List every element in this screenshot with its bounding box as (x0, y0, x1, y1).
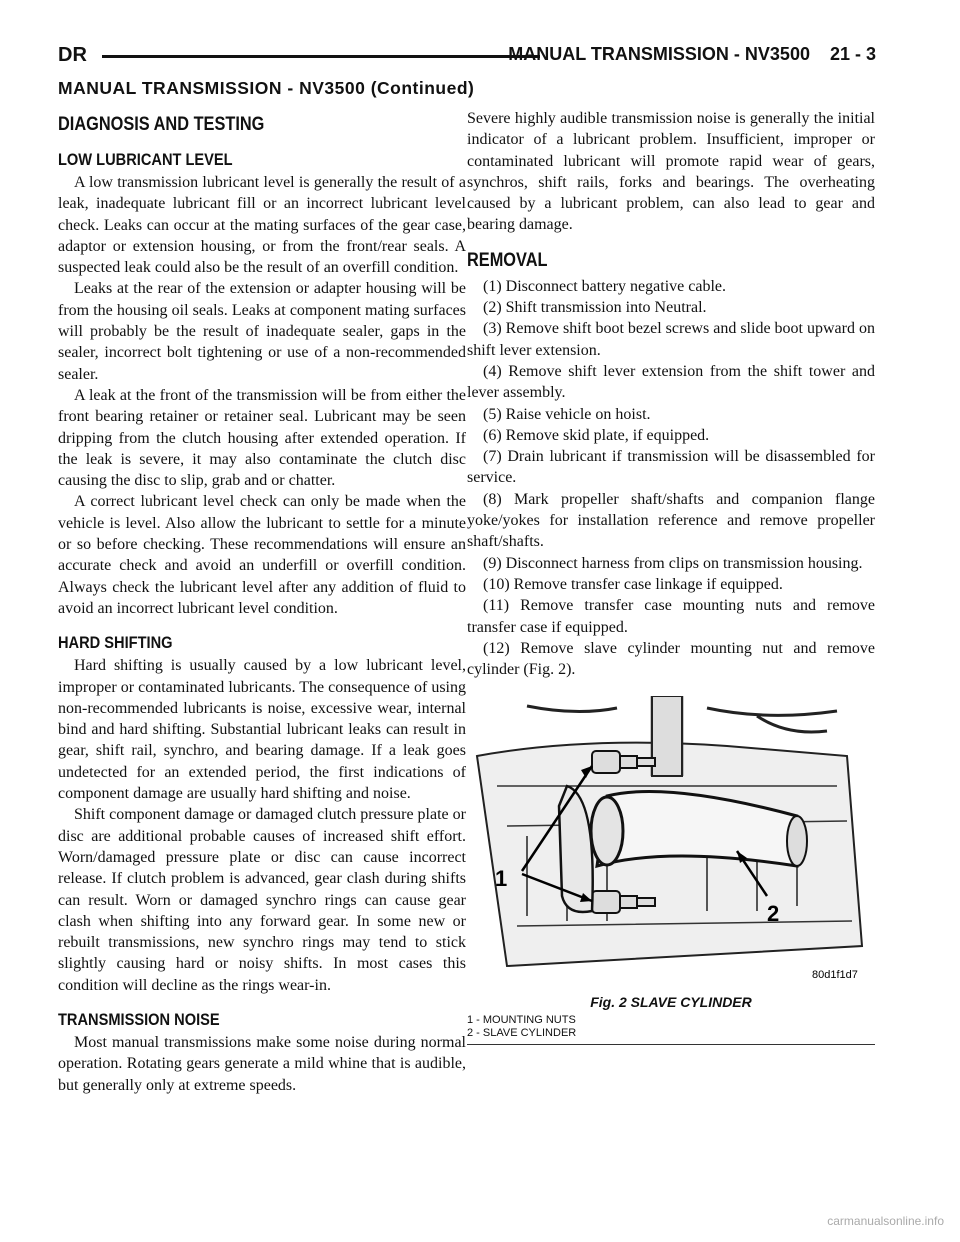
removal-step: (11) Remove transfer case mounting nuts and remove transfer case if equipped. (467, 597, 875, 636)
removal-step: (10) Remove transfer case linkage if equipped. (483, 575, 783, 593)
removal-step: (6) Remove skid plate, if equipped. (483, 426, 710, 444)
paragraph: Most manual transmissions make some noise during normal operation. Rotating gears generate a mild whine that is audible, but generally only at extreme speeds. (58, 1033, 466, 1094)
diagnosis-heading: DIAGNOSIS AND TESTING (58, 114, 265, 135)
low-lubricant-title: LOW LUBRICANT LEVEL (58, 150, 233, 169)
removal-step: (4) Remove shift lever extension from the shift tower and lever assembly. (467, 362, 875, 402)
removal-heading: REMOVAL (467, 249, 548, 271)
right-column (467, 108, 875, 1045)
continued-title: MANUAL TRANSMISSION - NV3500 (Continued) (58, 78, 475, 98)
removal-step: (8) Mark propeller shaft/shafts and companion flange yoke/yokes for installation reference and remove propeller shaft/shafts. (467, 490, 875, 551)
removal-step: (2) Shift transmission into Neutral. (483, 299, 707, 317)
figure-slave-cylinder (467, 696, 875, 1045)
paragraph: Severe highly audible transmission noise is generally the initial indicator of a lubricant problem. Insufficient, improper or contaminated lubricant will promote rapid wear of gears, synchros, shift rails, forks and bearings. The overheating caused by a lubricant problem, can also lead to gear and bearing damage. (467, 110, 875, 234)
transmission-noise-title: TRANSMISSION NOISE (58, 1009, 220, 1029)
page-header (58, 44, 876, 76)
removal-step: (5) Raise vehicle on hoist. (483, 405, 651, 423)
paragraph: Hard shifting is usually caused by a low lubricant level, improper or contaminated lubricants. The consequence of using non-recommended lubricants is noise, excessive wear, internal bind and hard shifting. Substantial lubricant leaks can result in gear, shift rail, synchro, and bearing damage. If a leak goes undetected for an extended period, the first indications of component damage are usually hard shifting and noise. (58, 657, 466, 803)
callout-2: 2 (767, 901, 780, 927)
header-rule (102, 55, 540, 58)
removal-step: (3) Remove shift boot bezel screws and slide boot upward on shift lever extension. (467, 320, 875, 359)
figure-rule (467, 1044, 875, 1045)
legend-item: 2 - SLAVE CYLINDER (467, 1027, 577, 1040)
header-left-code: DR (58, 44, 87, 66)
removal-step: (9) Disconnect harness from clips on transmission housing. (483, 554, 863, 572)
header-section-page: MANUAL TRANSMISSION - NV3500 21 - 3 (508, 44, 876, 64)
hard-shifting-title: HARD SHIFTING (58, 633, 173, 653)
paragraph: Shift component damage or damaged clutch pressure plate or disc are additional probable causes of increased shift effort. Worn/damaged pressure plate or disc can cause incorrect release. If clutch problem is advanced, gear clash during shifts can result. Worn or damaged synchro rings can cause gear clash when shifting into any forward gear. In some new or rebuilt transmissions, new synchro rings may tend to stick slightly causing hard or noisy shifts. In most cases this condition will decline as the rings wear-in. (58, 806, 466, 994)
watermark: carmanualsonline.info (827, 1214, 944, 1228)
figure-legend (467, 1014, 875, 1040)
paragraph: A correct lubricant level check can only be made when the vehicle is level. Also allow the lubricant to settle for a minute or so before checking. These recommendations will ensure an accurate check and avoid an underfill or overfill condition. Always check the lubricant level after any addition of fluid to avoid an incorrect lubricant level condition. (58, 493, 466, 617)
callout-1: 1 (495, 866, 508, 892)
left-column (58, 110, 466, 1096)
removal-step: (7) Drain lubricant if transmission will be disassembled for service. (467, 448, 875, 487)
removal-step: (1) Disconnect battery negative cable. (483, 277, 726, 295)
legend-item: 1 - MOUNTING NUTS (467, 1014, 576, 1027)
paragraph: A leak at the front of the transmission will be from either the front bearing retainer or retainer seal. Lubricant may be seen dripping from the clutch housing after extended operation. If the leak is severe, it may also contaminate the clutch disc causing the disc to slip, grab and or chatter. (58, 386, 466, 490)
paragraph: Leaks at the rear of the extension or adapter housing will be from the housing oil seals. Leaks at component mating surfaces will probably be the result of inadequate sealer, gaps in the sealer, incorrect bolt tightening or use of a non-recommended sealer. (58, 280, 466, 383)
paragraph: A low transmission lubricant level is generally the result of a leak, inadequate lubricant fill or an incorrect lubricant level check. Leaks can occur at the mating surfaces of the gear case, adaptor or extension housing, or from the front/rear seals. A suspected leak could also be the result of an overfill condition. (58, 174, 466, 277)
slave-cylinder-illustration (467, 696, 875, 986)
figure-caption: Fig. 2 SLAVE CYLINDER (590, 994, 752, 1011)
removal-step: (12) Remove slave cylinder mounting nut and remove cylinder (Fig. 2). (467, 639, 875, 679)
figure-code: 80d1f1d7 (812, 969, 858, 982)
